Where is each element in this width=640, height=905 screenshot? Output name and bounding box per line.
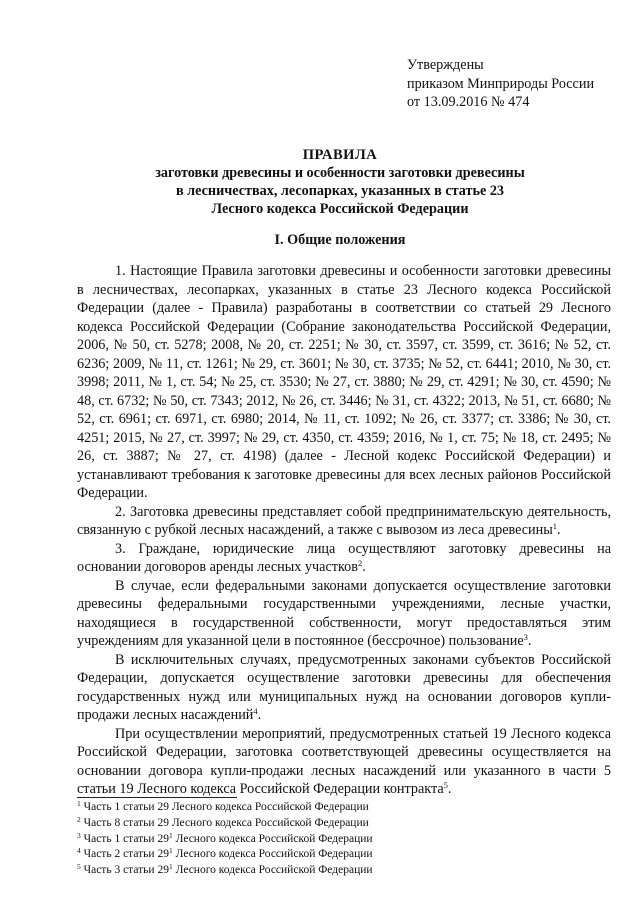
paragraph-text: При осуществлении мероприятий, предусмотренных статьей 19 Лесного кодекса Российской Федерации, заготовка соответствующей древесины осуществляется на основании договора купли-продажи лесных насаждений или указанного в части 5 статьи 19 Лесного кодекса Российской Федерации контракта	[77, 725, 611, 797]
footnote-2	[77, 816, 611, 832]
footnote-5	[77, 863, 611, 879]
footnote-ref: 5	[443, 780, 448, 790]
approval-stamp	[407, 56, 632, 112]
footnote-text-tail: Лесного кодекса Российской Федерации	[172, 832, 373, 845]
footnote-number: 1	[77, 799, 81, 808]
footnote-ref: 1	[552, 521, 558, 531]
footnote-number: 3	[77, 830, 81, 840]
footnote-text-tail: Лесного кодекса Российской Федерации	[172, 864, 373, 877]
footnote-ref: 3	[523, 632, 528, 642]
paragraph-1	[77, 262, 611, 503]
footnote-text: Часть 1 статьи 29	[83, 832, 169, 845]
footnote-number: 4	[77, 846, 81, 856]
approval-line-order: приказом Минприроды России	[407, 75, 595, 92]
article-superscript: 1	[168, 862, 173, 872]
paragraph-text: 2. Заготовка древесины представляет собой предпринимательскую деятельность, связанную с рубкой лесных насаждений, а также с вывозом из леса древесины	[77, 503, 611, 538]
paragraph-text: 1. Настоящие Правила заготовки древесины и особенности заготовки древесины в лесничествах, лесопарках, указанных в статье 23 Лесного кодекса Российской Федерации (далее - Правила) разработаны в соответствии со статьей 29 Лесного кодекса Российской Федерации (Собрание законодательства Российской Федерации, 2006, № 50, ст. 5278; 2008, № 20, ст. 2251; № 30, ст. 3597, ст. 3599, ст. 3616; № 52, ст. 6236; 2009, № 11, ст. 1261; № 29, ст. 3601; № 30, ст. 3735; № 52, ст. 6441; 2010, № 30, ст. 3998; 2011, № 1, ст. 54; № 25, ст. 3530; № 27, ст. 3880; № 29, ст. 4291; № 30, ст. 4590; № 48, ст. 6732; № 50, ст. 7343; 2012, № 26, ст. 3446; № 31, ст. 4322; 2013, № 51, ст. 6680; № 52, ст. 6961; ст. 6971, ст. 6980; 2014, № 11, ст. 1092; № 26, ст. 3377; ст. 3386; № 30, ст. 4251; 2015, № 27, ст. 3997; № 29, ст. 4350, ст. 4359; 2016, № 1, ст. 75; № 18, ст. 2495; № 26, ст. 3887; № 27, ст. 4198) (далее - Лесной кодекс Российской Федерации) и устанавливают требования к заготовке древесины для всех лесных районов Российской Федерации.	[77, 263, 611, 501]
footnote-text: Часть 3 статьи 29	[83, 864, 169, 877]
footnote-number: 2	[77, 814, 81, 824]
title-line-3: Лесного кодекса Российской Федерации	[211, 201, 469, 217]
section-heading: I. Общие положения	[274, 232, 406, 248]
paragraph-text: В случае, если федеральными законами допускается осуществление заготовки древесины федеральными государственными учреждениями, лесные участки, находящиеся в государственной собственности, могут предоставляться этим учреждениям для указанной цели в постоянное (бессрочное) пользование	[77, 577, 611, 649]
footnote-4	[77, 847, 611, 863]
footnote-number: 5	[77, 862, 81, 872]
paragraph-6: При осуществлении мероприятий, предусмотренных статьей 19 Лесного кодекса Российской Федерации, заготовка соответствующей древесины осуществляется на основании договора купли-продажи лесных насаждений или указанного в части 5 статьи 19 Лесного кодекса Российской Федерации контракта$^5$.	[77, 725, 611, 797]
article-superscript: 1	[168, 846, 173, 856]
footnote-3	[77, 832, 611, 848]
footnote-1	[77, 800, 611, 816]
paragraph-3: 3. Граждане, юридические лица осуществляют заготовку древесины на основании договоров аренды лесных участков$^2$.	[77, 540, 611, 575]
footnote-divider	[77, 797, 237, 798]
title-line-1: заготовки древесины и особенности заготовки древесины	[155, 165, 525, 181]
paragraph-2: 2. Заготовка древесины представляет собой предпринимательскую деятельность, связанную с рубкой лесных насаждений, а также с вывозом из леса древесины$^1$.	[77, 503, 611, 538]
title-main: ПРАВИЛА	[302, 147, 378, 163]
document-body	[77, 262, 611, 799]
paragraph-text: 3. Граждане, юридические лица осуществляют заготовку древесины на основании договоров аренды лесных участков	[77, 540, 611, 575]
footnotes	[77, 800, 611, 879]
approval-line-approved: Утверждены	[407, 57, 484, 73]
approval-line-date: от 13.09.2016 № 474	[407, 94, 530, 110]
footnote-ref: 2	[357, 558, 363, 568]
footnote-text-tail: Лесного кодекса Российской Федерации	[172, 848, 373, 861]
paragraph-5: В исключительных случаях, предусмотренных законами субъектов Российской Федерации, допускается осуществление заготовки древесины для обеспечения государственных нужд или муниципальных нужд на основании договоров купли-продажи лесных насаждений$^4$.	[77, 651, 611, 723]
article-superscript: 1	[168, 830, 173, 840]
footnote-text: Часть 1 статьи 29 Лесного кодекса Российской Федерации	[83, 801, 369, 813]
document-title	[60, 146, 620, 218]
paragraph-text: В исключительных случаях, предусмотренных законами субъектов Российской Федерации, допускается осуществление заготовки древесины для обеспечения государственных нужд или муниципальных нужд на основании договоров купли-продажи лесных насаждений	[77, 651, 611, 723]
title-line-2: в лесничествах, лесопарках, указанных в статье 23	[175, 183, 505, 199]
footnote-text: Часть 8 статьи 29 Лесного кодекса Российской Федерации	[83, 816, 369, 829]
paragraph-4: В случае, если федеральными законами допускается осуществление заготовки древесины федеральными государственными учреждениями, лесные участки, находящиеся в государственной собственности, могут предоставляться этим учреждениям для указанной цели в постоянное (бессрочное) пользование$^3$.	[77, 577, 611, 649]
footnote-text: Часть 2 статьи 29	[83, 848, 169, 861]
footnote-ref: 4	[253, 706, 258, 716]
